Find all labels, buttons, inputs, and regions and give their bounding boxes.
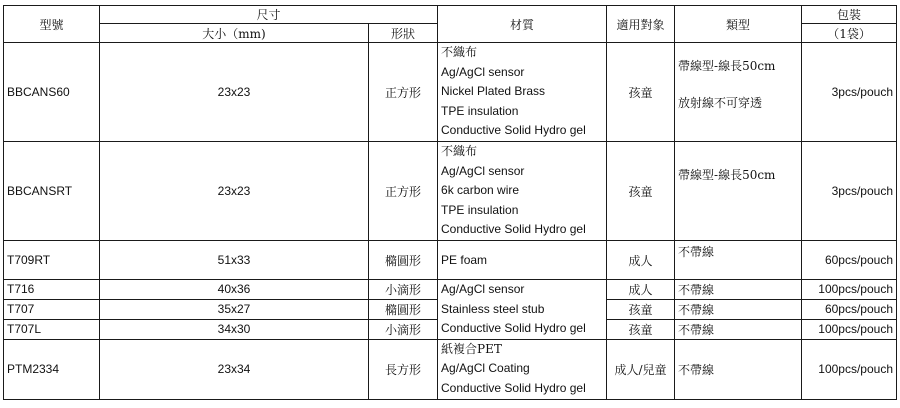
shape-cell: 小滴形	[369, 280, 438, 300]
package-cell: 100pcs/pouch	[802, 319, 897, 339]
target-cell: 孩童	[607, 299, 675, 319]
type-cell: 不帶線	[675, 299, 802, 319]
size-cell: 34x30	[100, 319, 369, 339]
shape-cell: 小滴形	[369, 319, 438, 339]
header-model: 型號	[4, 6, 100, 43]
material-line: Stainless steel stub	[441, 301, 545, 316]
material-line: Conductive Solid Hydro gel	[441, 123, 586, 138]
target-cell: 孩童	[607, 142, 675, 241]
material-line: Nickel Plated Brass	[441, 84, 546, 99]
header-type: 類型	[675, 6, 802, 43]
model-cell: BBCANSRT	[4, 142, 100, 241]
material-line: 6k carbon wire	[441, 183, 520, 198]
table-row	[4, 241, 897, 280]
package-cell: 100pcs/pouch	[802, 339, 897, 399]
header-shape: 形狀	[369, 24, 438, 43]
size-cell: 23x23	[100, 43, 369, 142]
target-cell: 成人/兒童	[607, 339, 675, 399]
material-line: TPE insulation	[441, 202, 519, 217]
material-line: Ag/AgCl Coating	[441, 361, 530, 376]
shape-cell: 長方形	[369, 339, 438, 399]
target-cell: 成人	[607, 241, 675, 280]
size-cell: 23x34	[100, 339, 369, 399]
type-cell	[675, 43, 802, 142]
size-cell: 51x33	[100, 241, 369, 280]
header-material: 材質	[438, 6, 607, 43]
type-cell: 不帶線	[675, 319, 802, 339]
material-line: Conductive Solid Hydro gel	[441, 380, 586, 395]
package-cell: 100pcs/pouch	[802, 280, 897, 300]
size-cell: 35x27	[100, 299, 369, 319]
table-row	[4, 339, 897, 399]
type-line: 帶線型-線長50cm	[678, 59, 776, 73]
material-cell	[438, 142, 607, 241]
type-cell: 不帶線	[675, 241, 802, 280]
type-cell: 不帶線	[675, 339, 802, 399]
type-cell	[675, 142, 802, 241]
size-cell: 23x23	[100, 142, 369, 241]
shape-cell: 正方形	[369, 43, 438, 142]
package-cell: 3pcs/pouch	[802, 142, 897, 241]
table-row	[4, 280, 897, 300]
material-line: TPE insulation	[441, 103, 519, 118]
shape-cell: 正方形	[369, 142, 438, 241]
header-package: 包裝	[802, 6, 897, 24]
size-cell: 40x36	[100, 280, 369, 300]
material-line: Conductive Solid Hydro gel	[441, 222, 586, 237]
material-line: Conductive Solid Hydro gel	[441, 321, 586, 336]
model-cell: T709RT	[4, 241, 100, 280]
type-line: 帶線型-線長50cm	[678, 168, 776, 182]
material-line: 紙複合PET	[441, 341, 502, 356]
header-size: 大小（mm)	[100, 24, 369, 43]
header-package-unit: （1袋）	[802, 24, 897, 43]
shape-cell: 橢圓形	[369, 241, 438, 280]
model-cell: BBCANS60	[4, 43, 100, 142]
model-cell: T707	[4, 299, 100, 319]
material-line: Ag/AgCl sensor	[441, 64, 525, 79]
table-row	[4, 142, 897, 241]
material-cell: PE foam	[438, 241, 607, 280]
header-row-1	[4, 6, 897, 24]
model-cell: PTM2334	[4, 339, 100, 399]
material-cell	[438, 339, 607, 399]
header-dimension: 尺寸	[100, 6, 438, 24]
material-cell	[438, 43, 607, 142]
spec-table	[3, 5, 897, 400]
material-line: 不織布	[441, 45, 478, 59]
material-line: Ag/AgCl sensor	[441, 163, 525, 178]
model-cell: T707L	[4, 319, 100, 339]
package-cell: 60pcs/pouch	[802, 241, 897, 280]
shape-cell: 橢圓形	[369, 299, 438, 319]
header-target: 適用對象	[607, 6, 675, 43]
material-line: Ag/AgCl sensor	[441, 282, 525, 296]
material-line: 不織布	[441, 144, 478, 158]
model-cell: T716	[4, 280, 100, 300]
type-line: 放射線不可穿透	[678, 95, 763, 110]
material-cell-shared	[438, 280, 607, 340]
target-cell: 成人	[607, 280, 675, 300]
type-cell: 不帶線	[675, 280, 802, 300]
target-cell: 孩童	[607, 319, 675, 339]
target-cell: 孩童	[607, 43, 675, 142]
package-cell: 3pcs/pouch	[802, 43, 897, 142]
package-cell: 60pcs/pouch	[802, 299, 897, 319]
table-row	[4, 43, 897, 142]
